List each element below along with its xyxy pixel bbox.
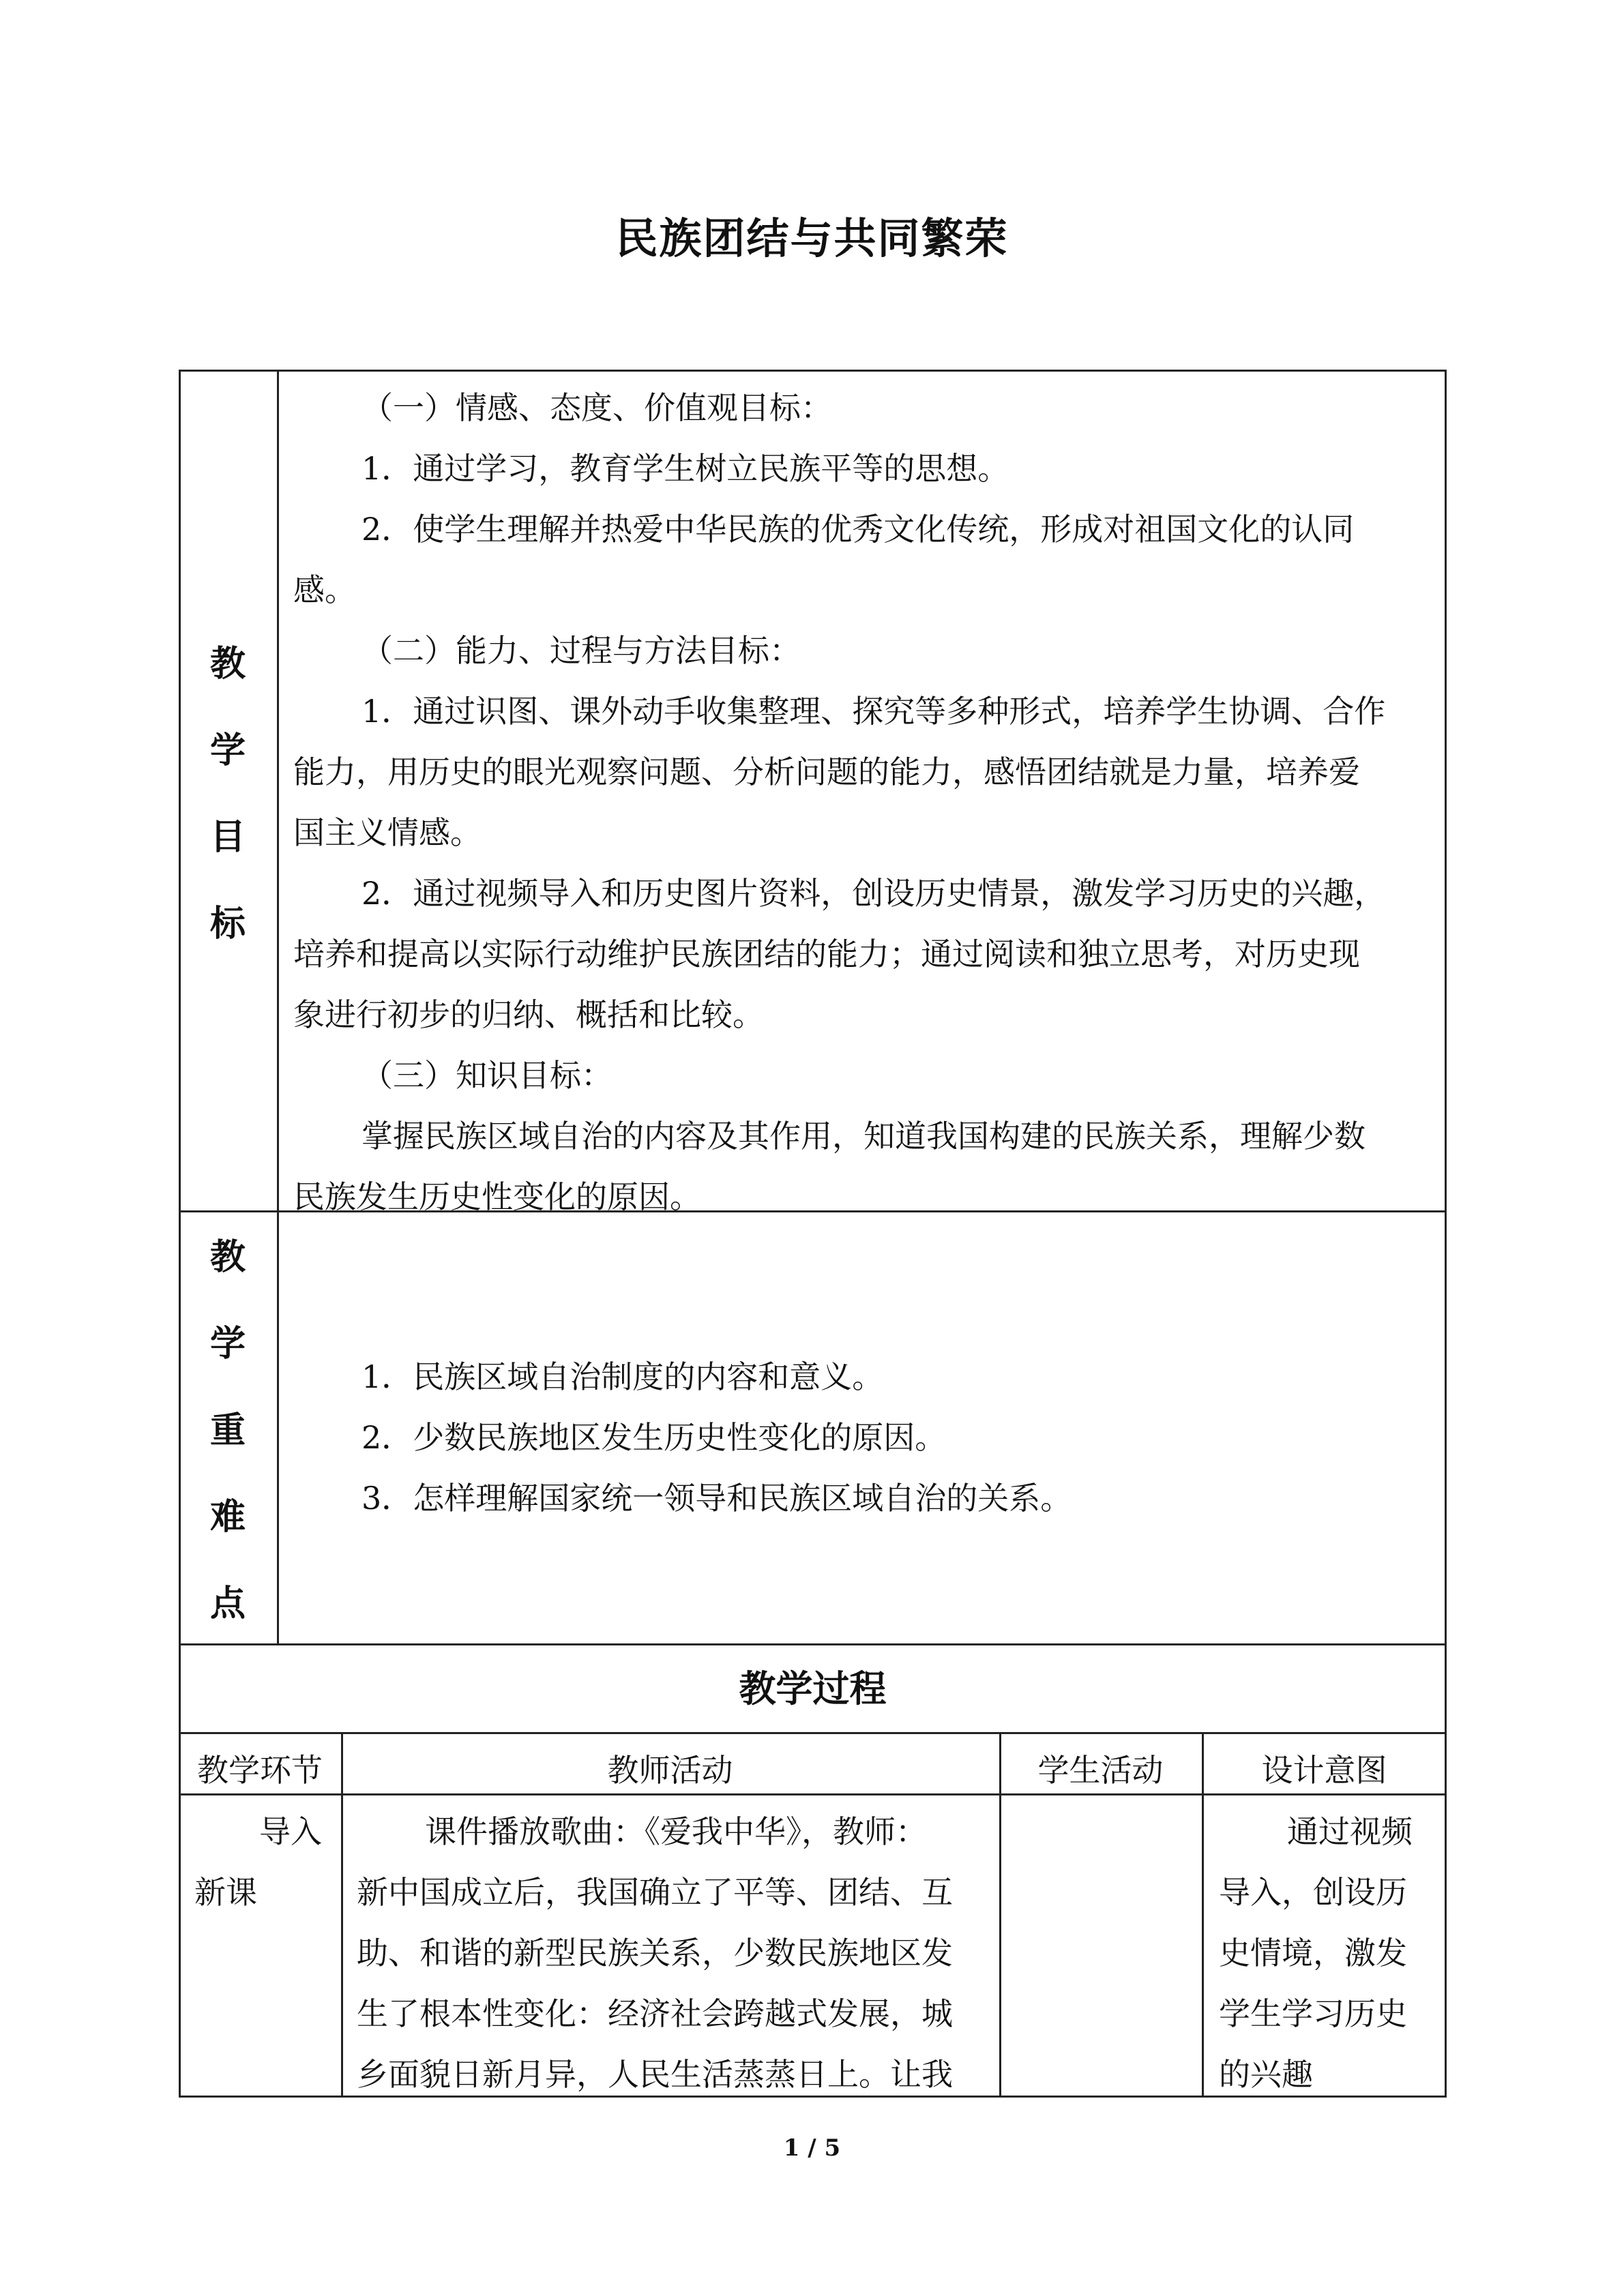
- objectives-paragraph: 掌握民族区域自治的内容及其作用，知道我国构建的民族关系，理解少数: [361, 1118, 1365, 1154]
- column-header-student: 学生活动: [1037, 1752, 1164, 1789]
- design-intent-line: 学生学习历史: [1219, 1995, 1407, 2032]
- objectives-paragraph: 民族发生历史性变化的原因。: [293, 1178, 701, 1215]
- document-title: 民族团结与共同繁荣: [615, 213, 1009, 263]
- objectives-paragraph: 2．通过视频导入和历史图片资料，创设历史情景，激发学习历史的兴趣，: [361, 875, 1386, 912]
- objectives-paragraph: 培养和提高以实际行动维护民族团结的能力；通过阅读和独立思考，对历史现: [293, 936, 1360, 972]
- process-heading-bottom-border: [179, 1732, 1447, 1734]
- column-header-teacher: 教师活动: [607, 1752, 733, 1789]
- design-intent-line: 通过视频: [1287, 1813, 1413, 1850]
- label-column-divider: [277, 370, 279, 1645]
- objectives-paragraph: （一）情感、态度、价值观目标：: [361, 389, 832, 426]
- keypoints-label: [180, 1214, 276, 1647]
- keypoints-label-char: 重: [209, 1410, 246, 1451]
- objectives-paragraph: （二）能力、过程与方法目标：: [361, 632, 801, 669]
- teacher-activity-line: 生了根本性变化：经济社会跨越式发展，城: [357, 1995, 953, 2032]
- design-intent-line: 导入，创设历: [1219, 1874, 1407, 1911]
- design-intent-line: 的兴趣: [1219, 2056, 1313, 2093]
- objectives-paragraph: 能力，用历史的眼光观察问题、分析问题的能力，感悟团结就是力量，培养爱: [293, 754, 1360, 790]
- stage-line: 导入: [259, 1813, 322, 1850]
- teacher-activity-line: 乡面貌日新月异，人民生活蒸蒸日上。让我: [357, 2056, 953, 2093]
- objectives-label-char: 标: [209, 903, 246, 944]
- keypoints-label-char: 学: [209, 1323, 246, 1365]
- keypoint-item: 1．民族区域自治制度的内容和意义。: [361, 1358, 884, 1395]
- stage-line: 新课: [194, 1874, 257, 1911]
- column-header-stage: 教学环节: [197, 1752, 323, 1789]
- objectives-label: [180, 621, 276, 967]
- keypoint-item: 2．少数民族地区发生历史性变化的原因。: [361, 1419, 947, 1456]
- page-number: 1 / 5: [783, 2134, 841, 2162]
- column-header-intent: 设计意图: [1261, 1752, 1387, 1789]
- keypoint-item: 3．怎样理解国家统一领导和民族区域自治的关系。: [361, 1480, 1072, 1517]
- objectives-label-char: 目: [209, 816, 246, 858]
- keypoints-label-char: 点: [209, 1583, 246, 1624]
- objectives-paragraph: 1．通过识图、课外动手收集整理、探究等多种形式，培养学生协调、合作: [361, 693, 1386, 730]
- teacher-activity-cell: [357, 1802, 988, 2105]
- keypoints-label-char: 教: [209, 1236, 246, 1278]
- objectives-paragraph: 2．使学生理解并热爱中华民族的优秀文化传统，形成对祖国文化的认同: [361, 511, 1355, 548]
- keypoints-bottom-border: [179, 1643, 1447, 1645]
- objectives-label-char: 学: [209, 730, 246, 771]
- teacher-activity-line: 课件播放歌曲：《爱我中华》，教师：: [425, 1813, 927, 1850]
- process-heading: 教学过程: [739, 1667, 887, 1710]
- objectives-paragraph: （三）知识目标：: [361, 1057, 612, 1094]
- objectives-paragraph: 感。: [293, 571, 356, 608]
- keypoints-content: [293, 1347, 1439, 1529]
- teacher-activity-line: 新中国成立后，我国确立了平等、团结、互: [357, 1874, 953, 1911]
- teacher-activity-line: 助、和谐的新型民族关系，少数民族地区发: [357, 1935, 953, 1971]
- design-intent-line: 史情境，激发: [1219, 1935, 1407, 1971]
- keypoints-label-char: 难: [209, 1496, 246, 1538]
- objectives-content: [293, 378, 1439, 1227]
- stage-cell: [194, 1802, 331, 1923]
- objectives-paragraph: 象进行初步的归纳、概括和比较。: [293, 996, 764, 1033]
- objectives-label-char: 教: [209, 643, 246, 685]
- design-intent-cell: [1219, 1802, 1437, 2105]
- objectives-paragraph: 1．通过学习，教育学生树立民族平等的思想。: [361, 450, 1009, 487]
- objectives-paragraph: 国主义情感。: [293, 814, 482, 851]
